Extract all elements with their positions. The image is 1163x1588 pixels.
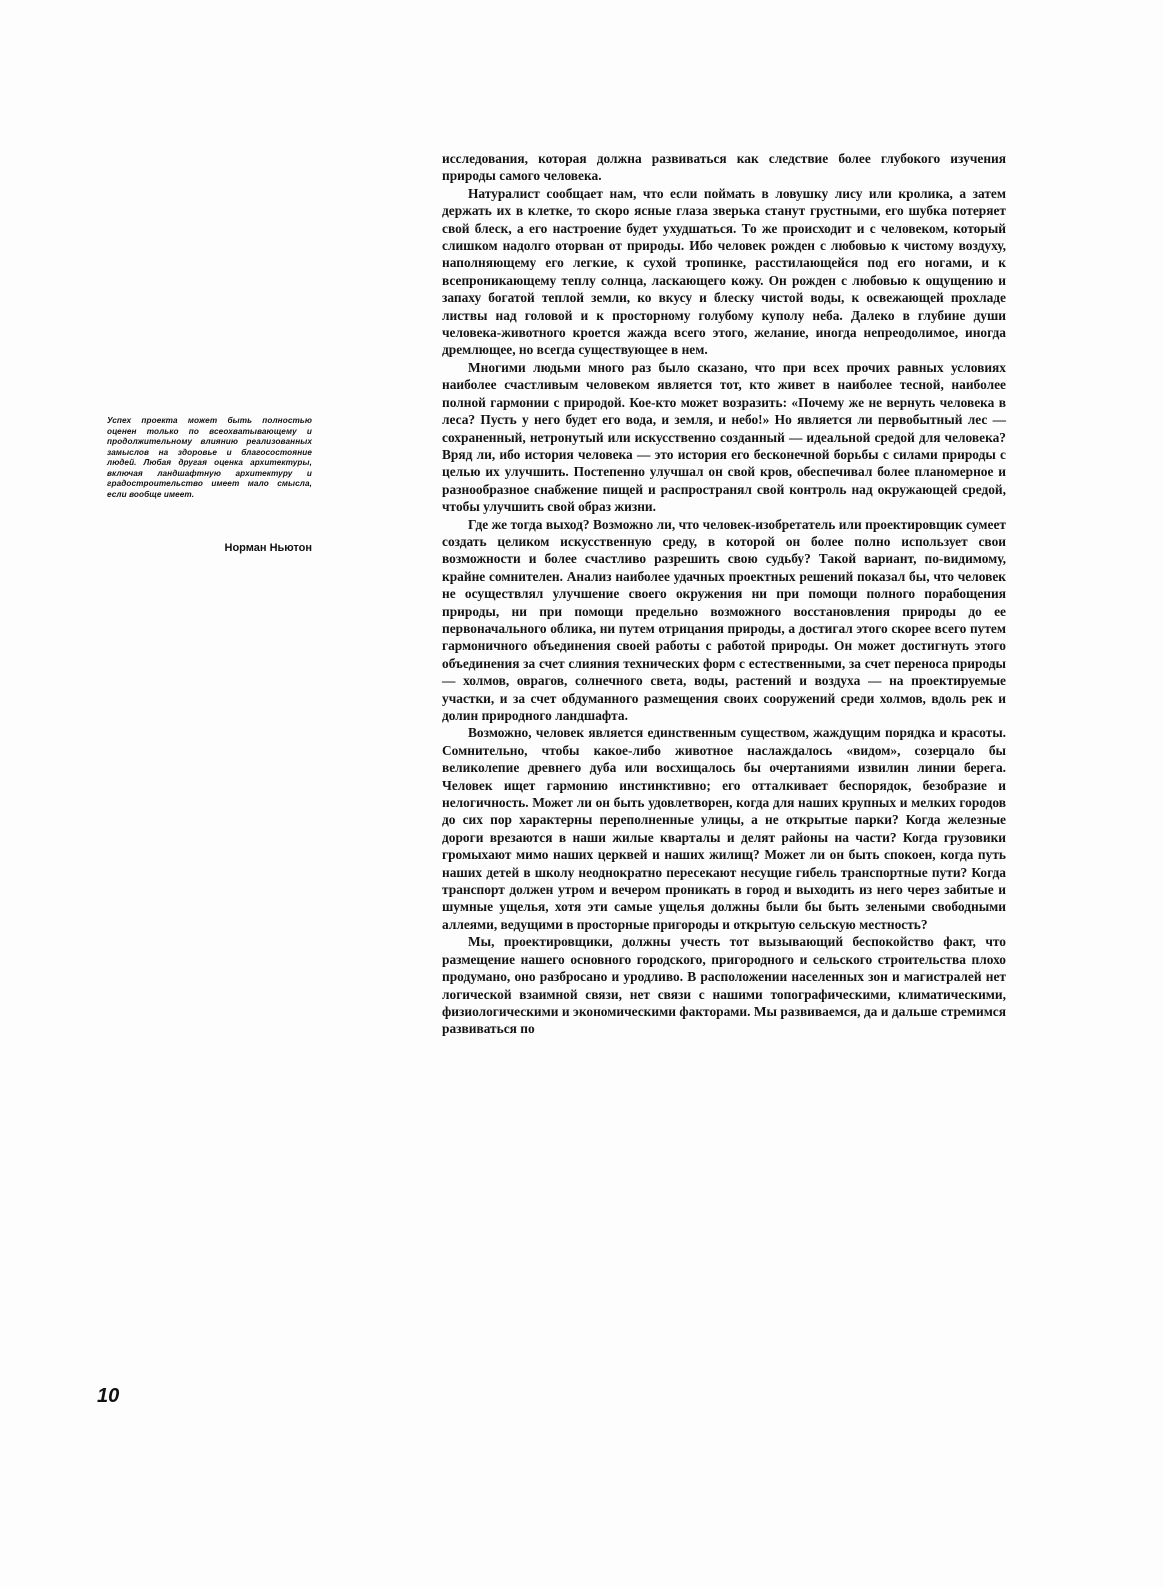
article-paragraph: Где же тогда выход? Возможно ли, что человек-изобретатель или проектировщик сумеет создать целиком искусственную среду, в которой он более полно использует свои возможности и более счастливо разрешить свою судьбу? Такой вариант, по-видимому, крайне сомнителен. Анализ наиболее удачных проектных решений показал бы, что человек не осуществлял улучшение своего окружения ни при помощи полного порабощения природы, ни при помощи предельно возможного восстановления природы до ее первоначального облика, ни путем отрицания природы, а достигал этого скорее всего путем гармоничного объединения своей работы с работой природы. Он может достигнуть этого объединения за счет слияния технических форм с естественными, за счет переноса природы — холмов, оврагов, солнечного света, воды, растений и воздуха — на проектируемые участки, и за счет обдуманного размещения своих сооружений среди холмов, вдоль рек и долин природного ландшафта. <box>442 516 1006 723</box>
article-paragraph: Многими людьми много раз было сказано, что при всех прочих равных условиях наиболее счастливым человеком является тот, кто живет в наиболее тесной, наиболее полной гармонии с природой. Кое-кто может возразить: «Почему же не вернуть человека в леса? Пусть у него будет его вода, и земля, и небо!» Но является ли первобытный лес — сохраненный, нетронутый или искусственно созданный — идеальной средой для человека? Вряд ли, ибо история человека — это история его бесконечной борьбы с силами природы с целью их улучшить. Постепенно улучшал он свой кров, обеспечивал более планомерное и разнообразное снабжение пищей и распространял свой контроль над окружающей средой, чтобы улучшить свой образ жизни. <box>442 359 1006 515</box>
article-body <box>442 150 1006 1038</box>
page-number: 10 <box>97 1385 120 1407</box>
article-paragraph: Мы, проектировщики, должны учесть тот вызывающий беспокойство факт, что размещение нашего основного городского, пригородного и сельского строительства плохо продумано, оно разбросано и уродливо. В расположении населенных зон и магистралей нет логической взаимной связи, нет связи с нашими топографическими, климатическими, физиологическими и экономическими факторами. Мы развиваемся, да и дальше стремимся развиваться по <box>442 934 1006 1037</box>
article-paragraph: Возможно, человек является единственным существом, жаждущим порядка и красоты. Сомнительно, чтобы какое-либо животное наслаждалось «видом», созерцало бы великолепие древнего дуба или восхищалось бы очертаниями извилин линии берега. Человек ищет гармонию инстинктивно; его отталкивает беспорядок, безобразие и нелогичность. Может ли он быть удовлетворен, когда для наших крупных и мелких городов до сих пор характерны переполненные улицы, а не открытые парки? Когда железные дороги врезаются в наши жилые кварталы и делят районы на части? Когда грузовики громыхают мимо наших церквей и наших жилищ? Может ли он быть спокоен, когда путь наших детей в школу неоднократно пересекают несущие гибель транспортные пути? Когда транспорт должен утром и вечером проникать в город и выходить из него через забитые и шумные ущелья, хотя эти самые ущелья должны были бы быть зелеными свободными аллеями, ведущими в просторные пригороды и открытую сельскую местность? <box>442 725 1006 932</box>
article-paragraph: исследования, которая должна развиваться как следствие более глубокого изучения природы самого человека. <box>442 151 1006 184</box>
sidebar-quote: Успех проекта может быть полностью оценен только по всеохватывающему и продолжительному влиянию реализованных замыслов на здоровье и благосостояние людей. Любая другая оценка архитектуры, включая ландшафтную архитектуру и градостроительство имеет мало смысла, если вообще имеет. <box>107 416 312 499</box>
quote-author: Норман Ньютон <box>224 542 312 554</box>
article-paragraph: Натуралист сообщает нам, что если поймать в ловушку лису или кролика, а затем держать их в клетке, то скоро ясные глаза зверька станут грустными, его шубка потеряет свой блеск, а его настроение будет ухудшаться. То же происходит и с человеком, который слишком надолго оторван от природы. Ибо человек рожден с любовью к чистому воздуху, наполняющему его легкие, к сухой тропинке, расстилающейся под его ногами, и к всепроникающему теплу солнца, ласкающего кожу. Он рожден с любовью к ощущению и запаху богатой теплой земли, ко вкусу и блеску чистой воды, к освежающей прохладе листвы над головой и к просторному голубому куполу неба. Далеко в глубине души человека-животного кроется жажда всего этого, желание, иногда непреодолимое, иногда дремлющее, но всегда существующее в нем. <box>442 185 1006 358</box>
